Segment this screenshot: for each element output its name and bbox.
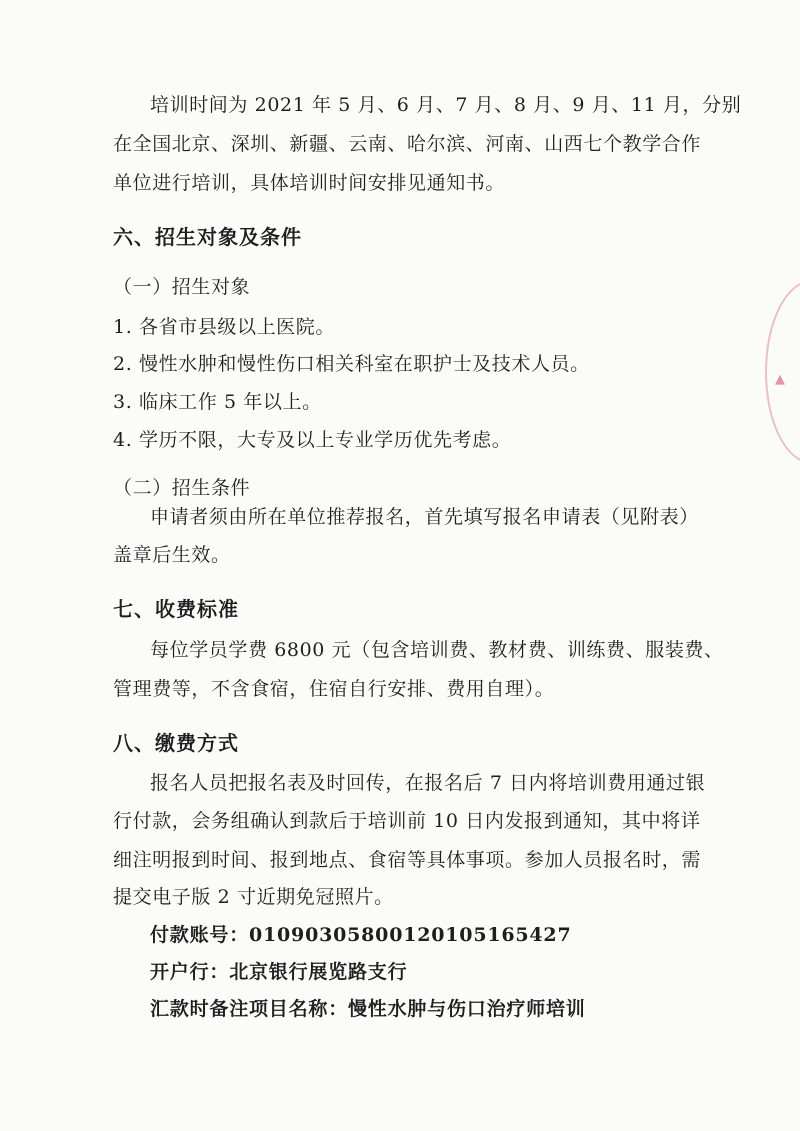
para-line: 在全国北京、深圳、新疆、云南、哈尔滨、河南、山西七个教学合作 (113, 133, 702, 155)
para-line: 行付款，会务组确认到款后于培训前 10 日内发报到通知，其中将详 (113, 810, 701, 832)
section-heading: 七、收费标准 (113, 597, 239, 621)
list-item: 1. 各省市县级以上医院。 (113, 316, 335, 338)
payment-account: 付款账号：01090305800120105165427 (150, 924, 572, 946)
list-item: 4. 学历不限，大专及以上专业学历优先考虑。 (113, 429, 512, 451)
bank-name: 开户行：北京银行展览路支行 (150, 961, 408, 983)
subsection-heading: （一）招生对象 (113, 276, 251, 298)
para-line: 盖章后生效。 (113, 544, 231, 566)
para-line: 管理费等，不含食宿，住宿自行安排、费用自理）。 (113, 678, 555, 700)
list-item: 3. 临床工作 5 年以上。 (113, 391, 322, 413)
para-line: 申请者须由所在单位推荐报名，首先填写报名申请表（见附表） (150, 506, 699, 528)
para-line: 每位学员学费 6800 元（包含培训费、教材费、训练费、服装费、 (150, 639, 724, 661)
para-line: 提交电子版 2 寸近期免冠照片。 (113, 886, 394, 908)
list-item: 2. 慢性水肿和慢性伤口相关科室在职护士及技术人员。 (113, 353, 590, 375)
para-line: 单位进行培训，具体培训时间安排见通知书。 (113, 172, 506, 194)
section-heading: 八、缴费方式 (113, 731, 239, 755)
section-heading: 六、招生对象及条件 (113, 225, 302, 249)
remittance-remark: 汇款时备注项目名称：慢性水肿与伤口治疗师培训 (150, 998, 586, 1020)
para-line: 培训时间为 2021 年 5 月、6 月、7 月、8 月、9 月、11 月，分别 (150, 94, 742, 116)
stamp-triangle-icon: ▲ (775, 372, 785, 387)
subsection-heading: （二）招生条件 (113, 477, 251, 499)
para-line: 细注明报到时间、报到地点、食宿等具体事项。参加人员报名时，需 (113, 849, 702, 871)
para-line: 报名人员把报名表及时回传，在报名后 7 日内将培训费用通过银 (150, 772, 706, 794)
